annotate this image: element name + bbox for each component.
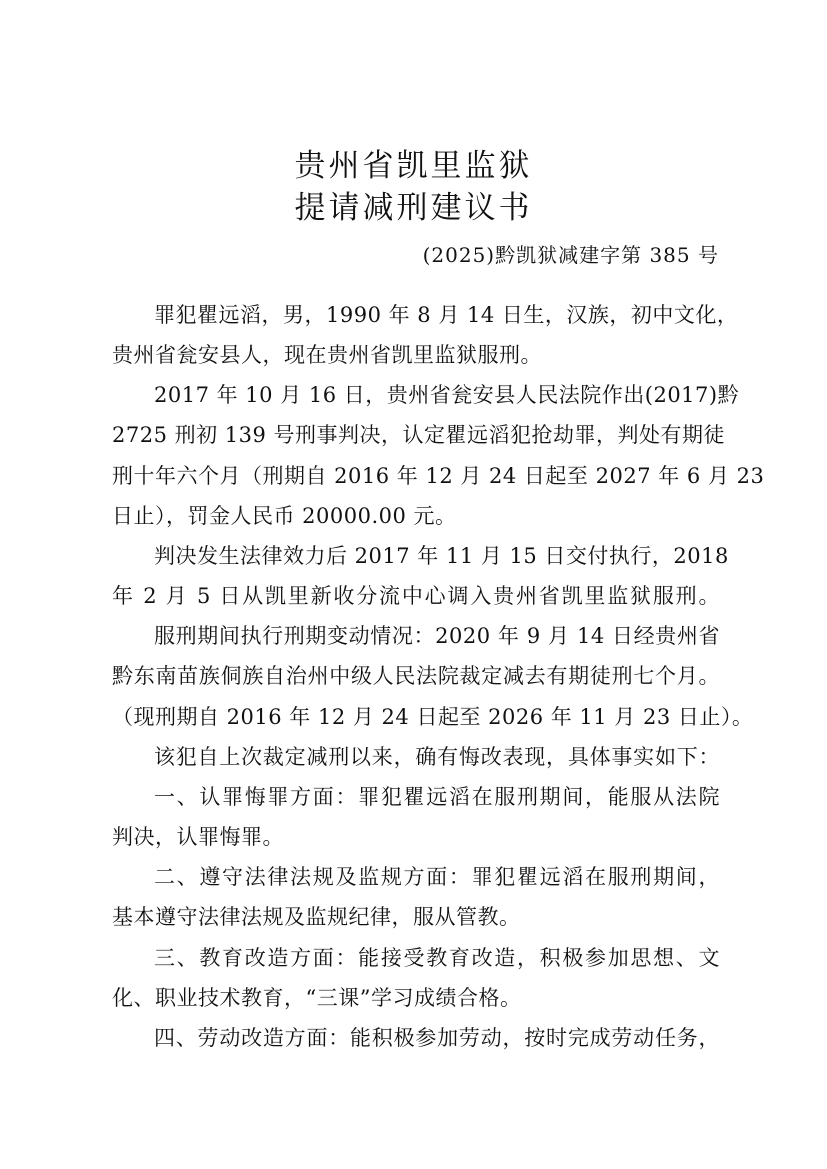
body-line: 化、职业技术教育，“三课”学习成绩合格。 [112, 986, 522, 1010]
body-line: 2017 年 10 月 16 日，贵州省瓮安县人民法院作出(2017)黔 [154, 383, 740, 407]
body-line: 四、劳动改造方面：能积极参加劳动，按时完成劳动任务， [154, 1026, 720, 1050]
body-line: 贵州省瓮安县人，现在贵州省凯里监狱服刑。 [112, 343, 542, 367]
document-title-line2: 提请减刑建议书 [294, 190, 533, 226]
body-line: 服刑期间执行刑期变动情况：2020 年 9 月 14 日经贵州省 [154, 624, 720, 648]
body-line: 该犯自上次裁定减刑以来，确有悔改表现，具体事实如下： [154, 745, 720, 769]
body-line: 二、遵守法律法规及监规方面：罪犯瞿远滔在服刑期间， [154, 865, 720, 889]
body-line: 判决，认罪悔罪。 [112, 825, 284, 849]
body-line: 年 2 月 5 日从凯里新收分流中心调入贵州省凯里监狱服刑。 [112, 584, 720, 608]
body-line: （现刑期自 2016 年 12 月 24 日起至 2026 年 11 月 23 日止）。 [112, 705, 754, 729]
body-line: 一、认罪悔罪方面：罪犯瞿远滔在服刑期间，能服从法院 [154, 785, 720, 809]
body-line: 2725 刑初 139 号刑事判决，认定瞿远滔犯抢劫罪，判处有期徒 [112, 423, 726, 447]
body-line: 刑十年六个月（刑期自 2016 年 12 月 24 日起至 2027 年 6 月 23 [112, 464, 765, 488]
body-line: 黔东南苗族侗族自治州中级人民法院裁定减去有期徒刑七个月。 [112, 664, 720, 688]
body-line: 罪犯瞿远滔，男，1990 年 8 月 14 日生，汉族，初中文化， [154, 303, 739, 327]
body-line: 三、教育改造方面：能接受教育改造，积极参加思想、文 [154, 946, 720, 970]
document-title-line1: 贵州省凯里监狱 [294, 148, 533, 184]
body-line: 基本遵守法律法规及监规纪律，服从管教。 [112, 905, 521, 929]
body-line: 日止），罚金人民币 20000.00 元。 [112, 504, 457, 528]
document-number: (2025)黔凯狱减建字第 385 号 [422, 243, 719, 267]
body-line: 判决发生法律效力后 2017 年 11 月 15 日交付执行，2018 [154, 544, 729, 568]
